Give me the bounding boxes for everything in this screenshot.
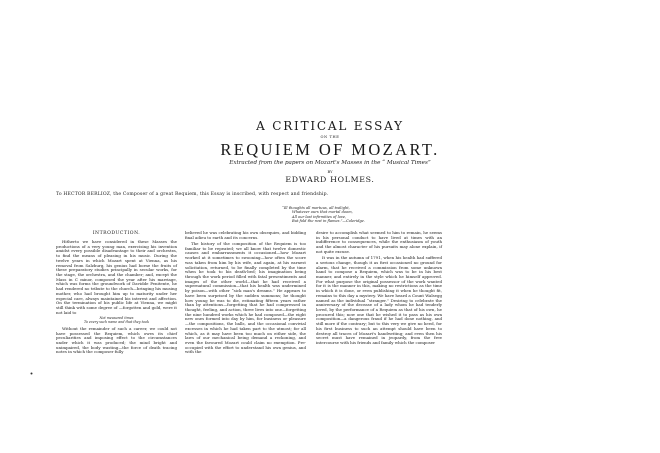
title-line-essay: A CRITICAL ESSAY — [256, 119, 404, 133]
paragraph: Hitherto we have considered in these Masses the productions of a very young man, exercising his invention amidst every possible disadvantage to their and orchestra, to find the means of pleasing in his music. During the twelve years in which Mozart spent at Vienna, as his removal from Salzburg, his genius had borne the fruits of these preparatory studies principally in secular works, for the stage, the orchestra, and the chamber; and, except the Mass in C minor, composed the year after his marriage, which was forms the groundwork of Davidde Penitente, he had rendered no tribute to the church—bringing his musing mother, who had brought him up to maturity under her especial care, always maintained his interest and affection. On the termination of his public life at Vienna, we might still think with some degree of —forgotten and gold, were it not laid to — [56, 239, 177, 315]
epigraph-line: Whatever ours that mortal doom, — [292, 210, 353, 215]
paragraph: believed he was celebrating his own obsequies, and bidding final adieu to earth and its concerns. — [185, 230, 306, 240]
paragraph: desire to accomplish what seemed to him to remain, he seems in his personal conduct to have lived at times with an indifference to consequences, while the enthusiasm of youth and the almost character of his pursuits may alone explain, if not quite excuse. — [316, 230, 442, 254]
title-on-the: ON THE — [320, 135, 340, 139]
epigraph-line: But fold the rest in flames.”—Coleridge. — [292, 218, 365, 223]
dedication: To HECTOR BERLIOZ, the Composer of a great Requiem, this Essay is inscribed, with respect and friendship. — [56, 192, 329, 197]
text-column-3 — [316, 231, 442, 347]
title-by: BY — [327, 170, 333, 174]
margin-mark-icon — [30, 372, 33, 375]
title-line-requiem: REQUIEM OF MOZART. — [220, 140, 440, 159]
quote-line: To every such name and that they took — [84, 319, 149, 324]
paragraph: The history of the composition of the Requiem is too familiar to be repeated; we all know that twelve domestic causes and embarrassments it occasioned—how Mozart worked at it sometimes to swooning—how often the score was taken from him by his wife, and again, at his earnest solicitation, returned, to be finally completed by the time when he took to his death-bed; his imagination being through the work period filled with fatal presentiments and images of the other world—that he had received a supernatural commission—that his health was undermined by poison—with other “sick man's dreams.” He appears to have been surprised by the sudden summons; he thought how young he was to die, estimating fifteen years rather than by attentions—forgetting that he had compressed in thought, feeling, and action, three lives into one—forgetting the nine hundred works which he had composed—the eight new ones formed into day by him, for business or pleasure—the compositions, the balls, and the occasional convivial excesses in which he had taken part to the utmost; for all which, as it may have been too much on either side, the laws of our mechanical being demand a reckoning, and even the favoured Mozart could claim no exemption. Pre-occupied with the effort to understand his own genius, and with the — [185, 240, 306, 355]
epigraph-line: All our last infirmities of love, — [292, 214, 347, 219]
author-name: EDWARD HOLMES. — [285, 175, 375, 184]
inline-quote — [56, 317, 177, 325]
epigraph — [282, 206, 365, 223]
section-heading-introduction: INTRODUCTION. — [92, 231, 141, 236]
paragraph: Without the remainder of such a career, we could not have possessed the Requiem, which owes its chief peculiarities and imposing effect to the circumstances under which it was produced; the mind bright and unimpaired, the body wasting—the force of death tracing notes in which the composer fully — [56, 325, 177, 355]
text-column-2 — [185, 231, 306, 357]
title-source-note: Extracted from the papers on Mozart's Masses in the “ Musical Times” — [229, 160, 431, 166]
text-column-1 — [56, 231, 177, 357]
quote-line: Not measured times — [99, 316, 134, 320]
paragraph: It was in the autumn of 1791, when his health had suffered a serious change, though it as first occasioned no ground for alarm, that he received a commission from some unknown hand to compose a Requiem, which was to be in his best manner, and entirely in the style which he himself approved. For what purpose the original possessor of the work wanted for it is the manner in this, making no restrictions as the time in which it is done, or even publishing it when he thought fit, remains to this day a mystery. We have heard a Count Walsegg named as the individual “stranger.” Desiring to celebrate the anniversary of the decease of a lady whom he had tenderly loved, by the performance of a Requiem as that of his own, he procured this; now one that he wished it to pass as his own composition—a dangerous fraud if he had done nothing, and still more if the contrary; but to this very we give no heed, for his first business to such an attempt should have been to destroy all traces of Mozart's handwriting; and even then his secret must have remained in jeopardy, from the free intercourse with his friends and family which the composer — [316, 255, 442, 346]
epigraph-line: “Ill thoughts all mortuus, all twilight, — [282, 206, 350, 210]
